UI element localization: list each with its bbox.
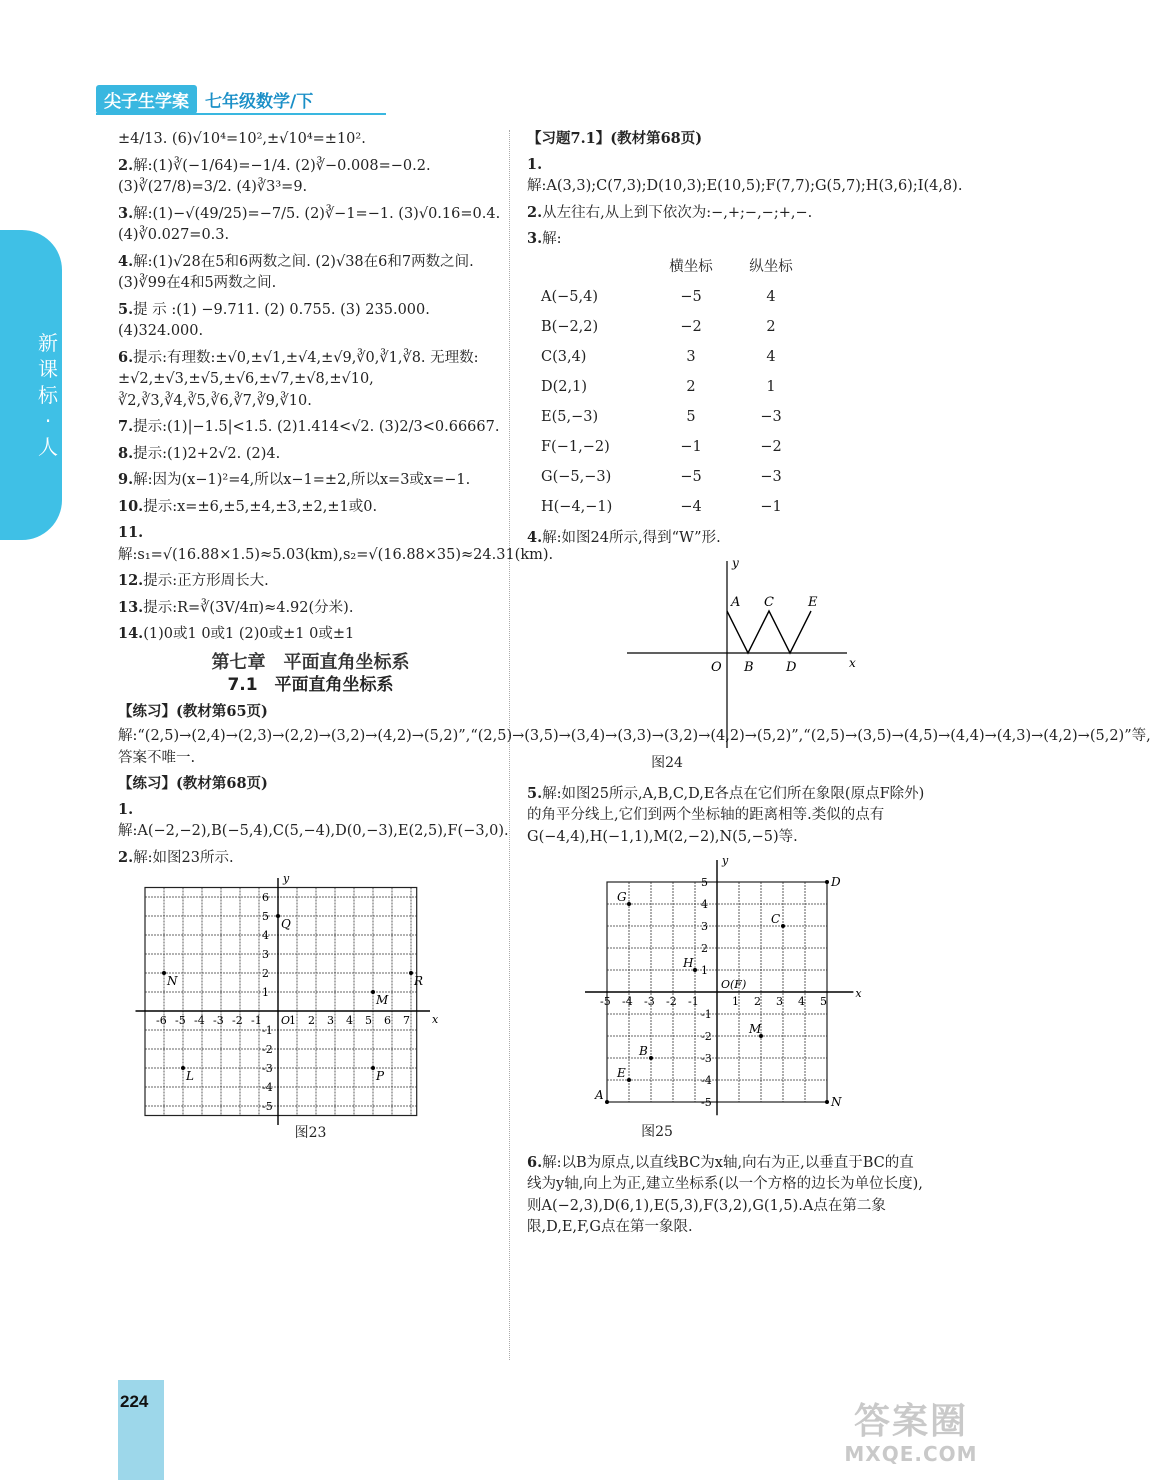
point-label: R [414,974,424,988]
answer-item: 13.提示:R=∛(3V/4π)≈4.92(分米). [118,598,354,616]
point-label: E [808,595,818,610]
y-tick-label: 4 [262,929,269,942]
exercise-heading: 【练习】(教材第65页) [118,702,268,720]
x-tick-label: 6 [384,1014,391,1027]
point [649,1056,653,1060]
y-tick-label: -3 [262,1062,273,1075]
coordinate-table [541,253,811,523]
y-axis-label: y [722,854,729,867]
point-label: N [167,974,178,988]
chapter-title: 第七章 平面直角坐标系 [211,651,410,673]
y-tick-label: -1 [701,1008,712,1021]
table-row: F(−1,−2) −1 −2 [541,438,782,455]
origin-label: O(F) [721,978,747,991]
answer-item: 4.解:(1)√28在5和6两数之间. (2)√38在6和7两数之间. (3)∛99在4和5两数之间. [118,252,474,291]
header-rule [96,113,386,115]
answer-item: 3.解:(1)−√(49/25)=−7/5. (2)∛−1=−1. (3)√0.16=0.4. (4)∛0.027=0.3. [118,204,501,243]
origin-label: O [711,660,722,675]
answer-item: 2.从左往右,从上到下依次为:−,+;−,−;+,−. [527,203,813,221]
right-column [527,128,963,1243]
x-tick-label: -5 [600,995,611,1008]
page-number: 224 [120,1392,149,1411]
x-tick-label: 2 [754,995,761,1008]
point-label: L [186,1069,194,1083]
answer-item: 11.解:s₁=√(16.88×1.5)≈5.03(km),s₂=√(16.88×35)≈24.31(km). [118,524,554,563]
brand-badge: 尖子生学案 [96,85,197,114]
answer-item: 14.(1)0或1 0或1 (2)0或±1 0或±1 [118,625,355,642]
x-tick-label: 4 [798,995,805,1008]
x-tick-label: 1 [732,995,739,1008]
x-axis-label: x [849,656,856,670]
y-tick-label: -2 [701,1030,712,1043]
x-tick-label: -2 [666,995,677,1008]
x-tick-label: -1 [251,1014,262,1027]
y-tick-label: 2 [262,967,269,980]
x-tick-label: -3 [213,1014,224,1027]
answer-item: 8.提示:(1)2+2√2. (2)4. [118,444,281,462]
point-label: M [376,993,389,1007]
y-tick-label: 4 [701,898,708,911]
point-label: A [595,1088,604,1102]
y-tick-label: -2 [262,1043,273,1056]
point-label: H [683,956,694,970]
x-tick-label: 7 [403,1014,410,1027]
point [276,914,280,918]
point-label: Q [281,917,291,931]
running-header [96,86,313,112]
table-header-row [541,253,811,283]
figure-24-caption: 图24 [651,755,683,771]
x-tick-label: 1 [289,1014,296,1027]
point [627,1078,631,1082]
point [409,971,413,975]
x-tick-label: 5 [820,995,827,1008]
table-row: D(2,1) 2 1 [541,378,776,395]
point [605,1100,609,1104]
origin-label: O [281,1014,291,1027]
y-tick-label: 2 [701,942,708,955]
point-label: B [744,660,754,675]
answer-item: 4.解:如图24所示,得到“W”形. [527,528,721,546]
exercise-heading: 【练习】(教材第68页) [118,775,268,792]
point-label: C [764,595,774,610]
y-axis-label: y [283,872,290,885]
x-tick-label: 2 [308,1014,315,1027]
answer-item: 12.提示:正方形周长大. [118,572,269,589]
point-label: D [831,875,841,889]
figure-23 [128,873,458,1123]
point [181,1066,185,1070]
x-tick-label: 5 [365,1014,372,1027]
point-label: E [617,1066,626,1080]
y-tick-label: 1 [701,964,708,977]
answer-item: 6.解:以B为原点,以直线BC为x轴,向右为正,以垂直于BC的直线为y轴,向上为正,建立坐标系(以一个方格的边长为单位长度),则A(−2,3),D(6,1),E(5,3),F(3,2),G(1,5).A点在第二象限,D,E,F,G点在第一象限. [527,1153,923,1235]
answer-item: 2.解:(1)∛(−1/64)=−1/4. (2)∛−0.008=−0.2. (3)∛(27/8)=3/2. (4)∛3³=9. [118,156,431,195]
side-tab-label: 新课标·人 [38,331,58,459]
y-tick-label: -4 [701,1074,712,1087]
y-tick-label: 3 [262,948,269,961]
answer-item: 1.解:A(−2,−2),B(−5,4),C(5,−4),D(0,−3),E(2,5),F(−3,0). [118,800,509,839]
x-tick-label: -4 [194,1014,205,1027]
y-axis-label: y [732,556,739,570]
table-row: E(5,−3) 5 −3 [541,408,782,425]
w-shape [727,611,811,653]
x-tick-label: 3 [776,995,783,1008]
point [371,1066,375,1070]
y-tick-label: 6 [262,891,269,904]
y-tick-label: 1 [262,986,269,999]
y-tick-label: 3 [701,920,708,933]
answer-item: 5.提 示 :(1) −9.711. (2) 0.755. (3) 235.000. (4)324.000. [118,300,430,339]
y-tick-label: -3 [701,1052,712,1065]
answer-item: 5.解:如图25所示,A,B,C,D,E各点在它们所在象限(原点F除外)的角平分线上,它们到两个坐标轴的距离相等.类似的点有G(−4,4),H(−1,1),M(2,−2),N(5,−5)等. [527,784,925,845]
answer-item: ±4/13. (6)√10⁴=10²,±√10⁴=±10². [118,131,366,147]
column-divider [509,130,510,1360]
answer-item: 10.提示:x=±6,±5,±4,±3,±2,±1或0. [118,497,378,515]
point [627,902,631,906]
x-tick-label: -6 [156,1014,167,1027]
answer-item: 6.提示:有理数:±√0,±√1,±√4,±√9,∛0,∛1,∛8. 无理数:±√2,±√3,±√5,±√6,±√7,±√8,±√10, ∛2,∛3,∛4,∛5,∛6,∛7,∛9,∛10. [118,348,479,409]
point-label: G [617,890,627,904]
point-label: N [831,1095,842,1109]
point-label: D [786,660,797,675]
table-row: C(3,4) 3 4 [541,348,776,365]
x-tick-label: -1 [688,995,699,1008]
x-tick-label: -3 [644,995,655,1008]
point-label: C [771,912,781,926]
x-tick-label: -4 [622,995,633,1008]
answer-item: 9.解:因为(x−1)²=4,所以x−1=±2,所以x=3或x=−1. [118,471,471,488]
y-tick-label: -4 [262,1081,273,1094]
point [781,924,785,928]
table-row: H(−4,−1) −4 −1 [541,498,782,515]
point [371,990,375,994]
table-row: B(−2,2) −2 2 [541,318,776,335]
header-subtitle: 七年级数学/下 [205,91,314,112]
y-tick-label: -5 [262,1100,273,1113]
x-tick-label: 4 [346,1014,353,1027]
point [825,880,829,884]
x-axis-label: x [432,1013,439,1026]
figure-24 [617,553,857,753]
point [825,1100,829,1104]
section-title: 7.1 平面直角坐标系 [227,675,394,695]
point-label: A [731,595,741,610]
answer-item: 2.解:如图23所示. [118,848,234,866]
figure-25-caption: 图25 [641,1124,673,1140]
y-tick-label: -1 [262,1024,273,1037]
point-label: B [639,1044,648,1058]
point-label: M [749,1022,762,1036]
point-label: P [376,1069,385,1083]
point [693,968,697,972]
table-row: G(−5,−3) −5 −3 [541,468,782,485]
x-tick-label: 3 [327,1014,334,1027]
point [162,971,166,975]
figure-25 [589,852,889,1122]
watermark: 答案圈 MXQE.COM [844,1401,978,1466]
y-tick-label: 5 [701,876,708,889]
figure-23-caption: 图23 [294,1125,327,1141]
table-header: 纵坐标 [749,258,793,275]
exercise-text: 解:“(2,5)→(2,4)→(2,3)→(2,2)→(3,2)→(4,2)→(5,2)”,“(2,5)→(3,5)→(3,4)→(3,3)→(3,2)→(4,2)→(5,2)”,“(2,5)→(3,5)→(4,5)→(4,4)→(4,3)→(4,2)→(5,2)”等,答案不唯一. [118,728,1151,766]
table-header: 横坐标 [669,258,713,275]
answer-item: 1.解:A(3,3);C(7,3);D(10,3);E(10,5);F(7,7);G(5,7);H(3,6);I(4,8). [527,155,963,194]
answer-item: 3.解: [527,230,562,247]
x-axis-label: x [855,987,862,1000]
exercise-heading: 【习题7.1】(教材第68页) [527,130,703,147]
table-row: A(−5,4) −5 4 [541,288,776,305]
x-tick-label: -2 [232,1014,243,1027]
answer-item: 7.提示:(1)|−1.5|<1.5̇. (2)1.414<√2. (3)2/3<0.66667. [118,418,500,435]
x-tick-label: -5 [175,1014,186,1027]
y-tick-label: -5 [701,1096,712,1109]
y-tick-label: 5 [262,910,269,923]
